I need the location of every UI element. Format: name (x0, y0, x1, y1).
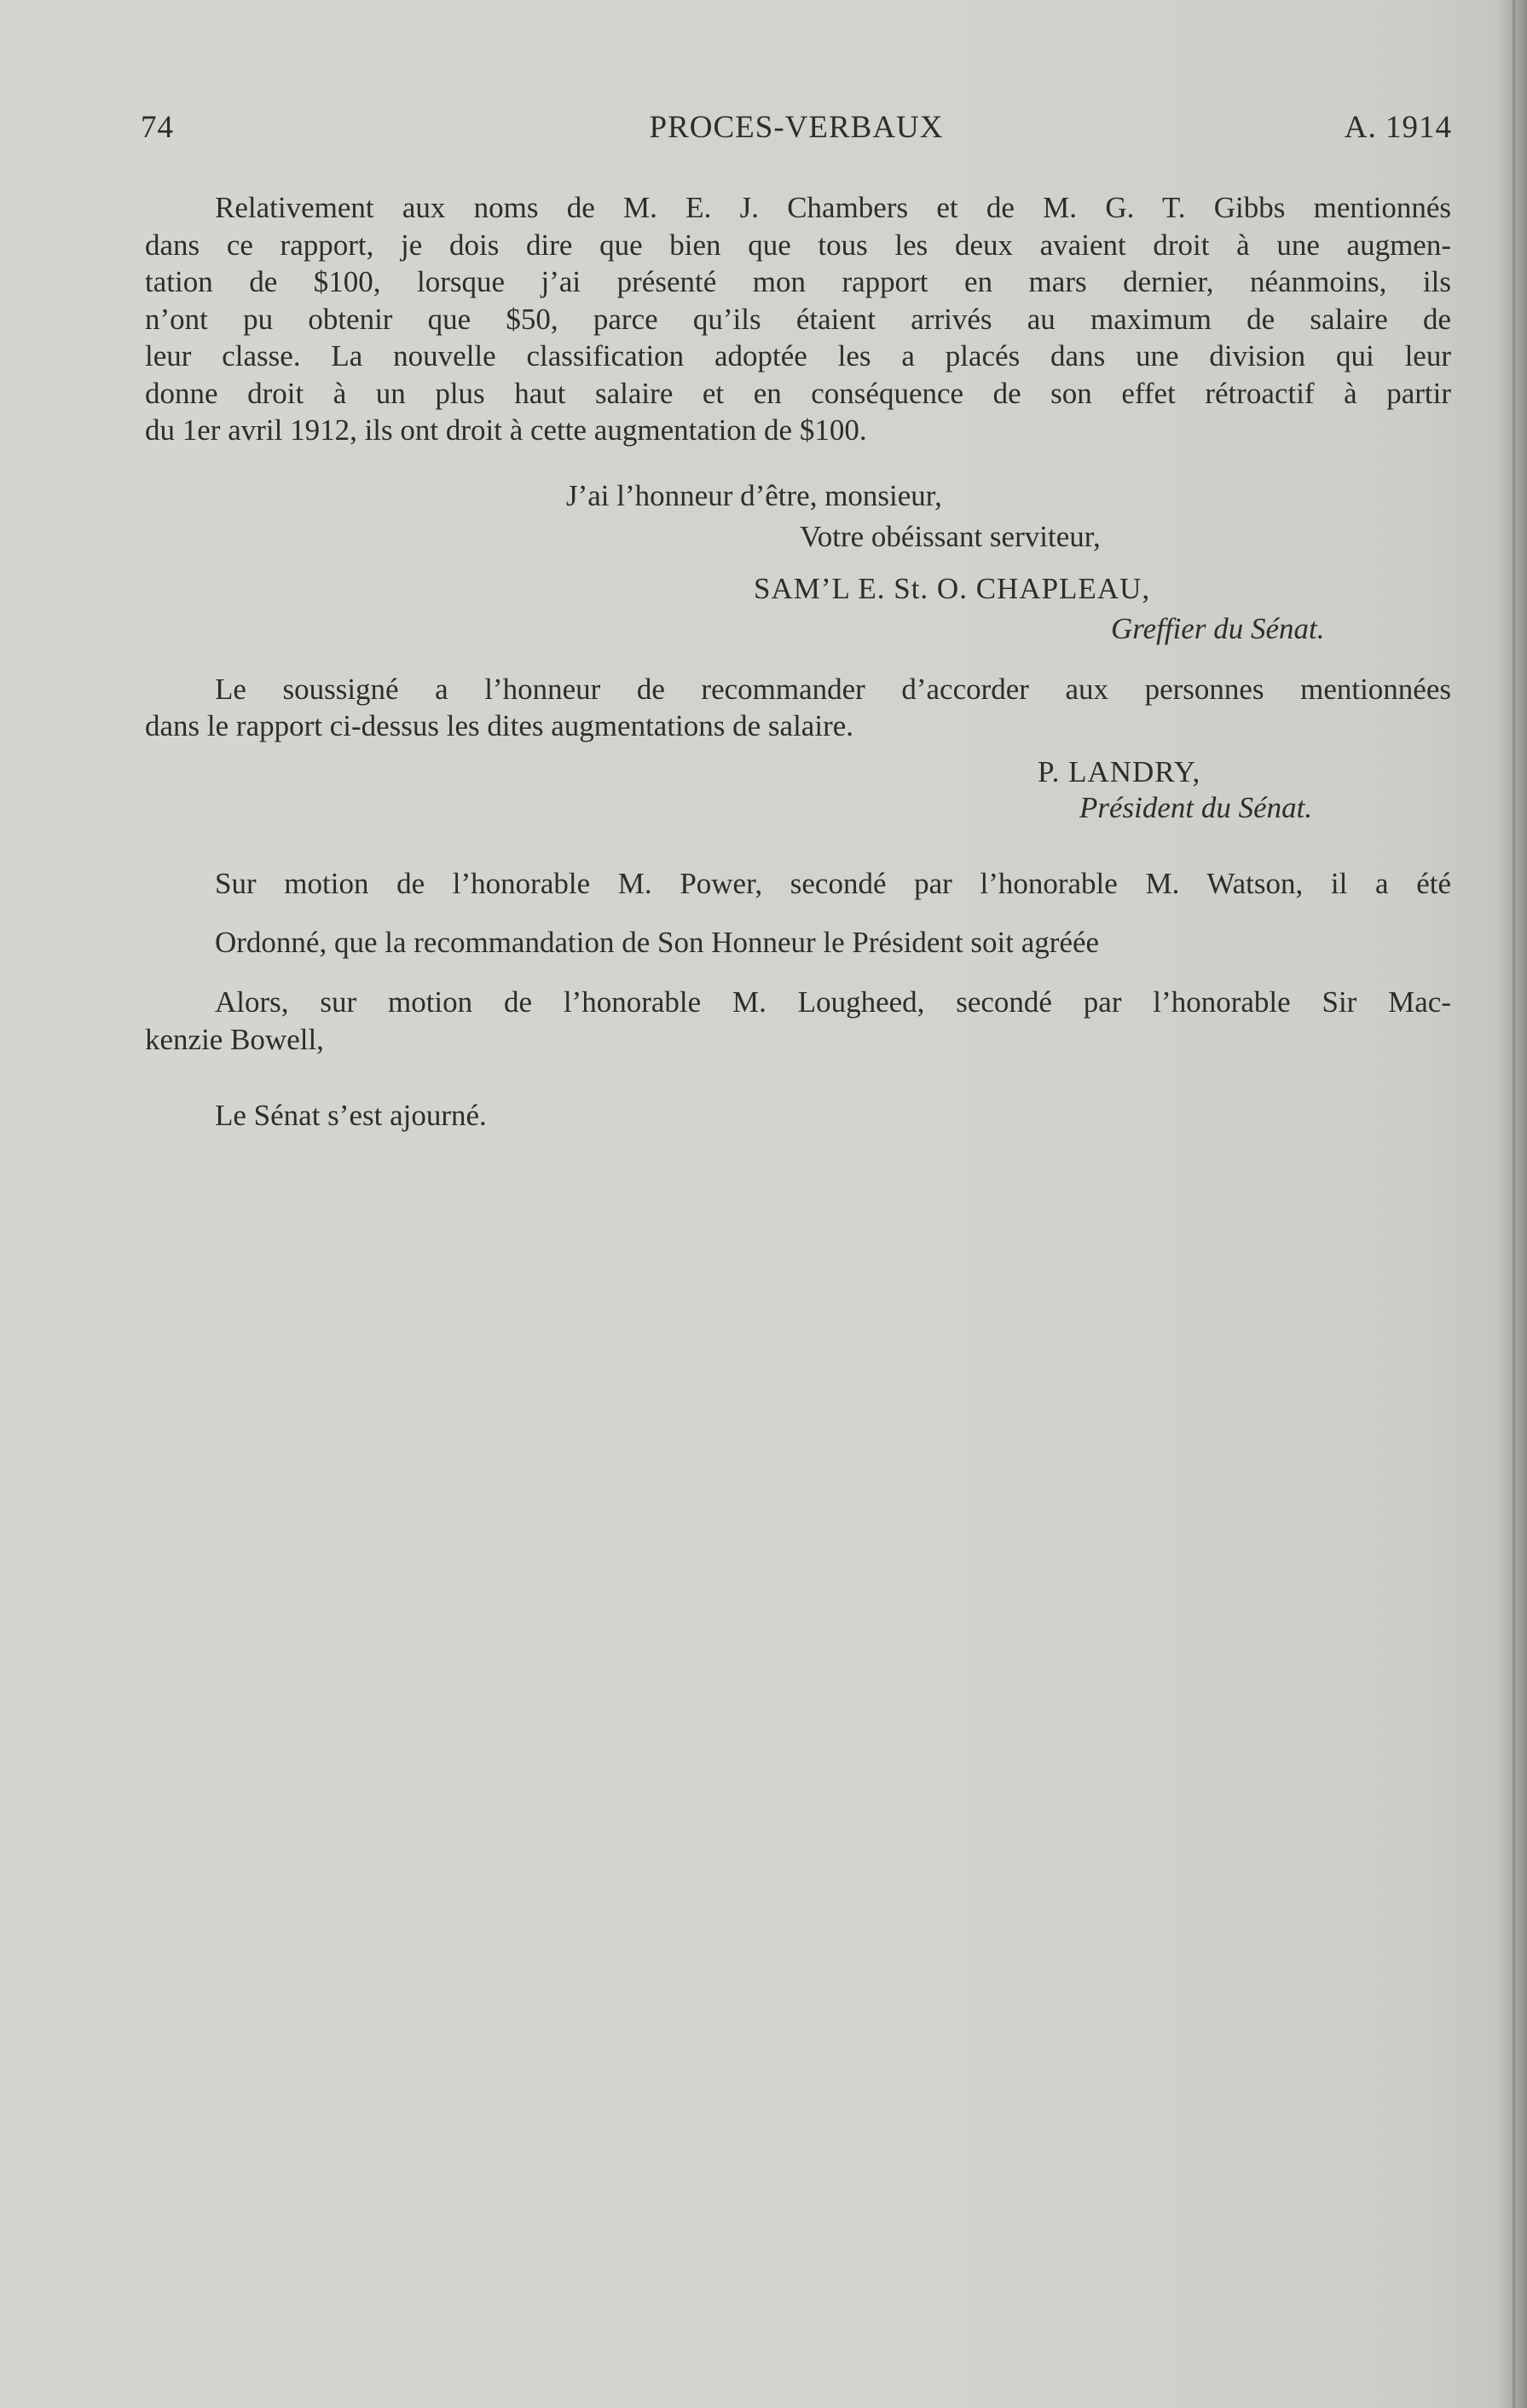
paragraph-line: du 1er avril 1912, ils ont droit à cette augmentation de $100. (145, 413, 867, 447)
paragraph-line: leur classe. La nouvelle classification adoptée les a placés dans une division qui leur (145, 339, 1451, 372)
paragraph-line: n’ont pu obtenir que $50, parce qu’ils étaient arrivés au maximum de salaire de (145, 302, 1451, 336)
paragraph-line: tation de $100, lorsque j’ai présenté mon rapport en mars dernier, néanmoins, ils (145, 265, 1451, 298)
page-header (141, 109, 1452, 152)
motion-lougheed-line-1: Alors, sur motion de l’honorable M. Lougheed, secondé par l’honorable Sir Mac- (215, 985, 1451, 1019)
paragraph-chambers-gibbs (145, 189, 1451, 449)
signature-landry-name: P. LANDRY, (1038, 755, 1201, 788)
adjournment-note: Le Sénat s’est ajourné. (215, 1099, 487, 1132)
paragraph-line: dans ce rapport, je dois dire que bien que tous les deux avaient droit à une augmen- (145, 228, 1451, 262)
motion-power-watson: Sur motion de l’honorable M. Power, secondé par l’honorable M. Watson, il a été (215, 867, 1451, 900)
paragraph-line: Relativement aux noms de M. E. J. Chambers et de M. G. T. Gibbs mentionnés (215, 191, 1451, 224)
page-number: 74 (141, 110, 174, 145)
closing-salutation: J’ai l’honneur d’être, monsieur, (566, 479, 942, 512)
closing-signoff: Votre obéissant serviteur, (800, 520, 1101, 553)
motion-lougheed-line-2: kenzie Bowell, (145, 1023, 324, 1056)
page-binding-edge (1495, 0, 1527, 2408)
signature-landry-title: Président du Sénat. (1079, 791, 1313, 824)
page-edge-shadow (1513, 0, 1515, 2408)
recommendation-line-1: Le soussigné a l’honneur de recommander d’accorder aux personnes mentionnées (215, 673, 1451, 706)
session-year: A. 1914 (1344, 110, 1452, 145)
recommendation-line-2: dans le rapport ci-dessus les dites augmentations de salaire. (145, 709, 854, 742)
order-recommendation: Ordonné, que la recommandation de Son Honneur le Président soit agréée (215, 926, 1100, 959)
signature-chapleau-name: SAM’L E. St. O. CHAPLEAU, (754, 572, 1151, 605)
signature-chapleau-title: Greffier du Sénat. (1111, 612, 1325, 645)
running-title: PROCES-VERBAUX (649, 110, 944, 145)
paragraph-line: donne droit à un plus haut salaire et en conséquence de son effet rétroactif à partir (145, 376, 1451, 410)
